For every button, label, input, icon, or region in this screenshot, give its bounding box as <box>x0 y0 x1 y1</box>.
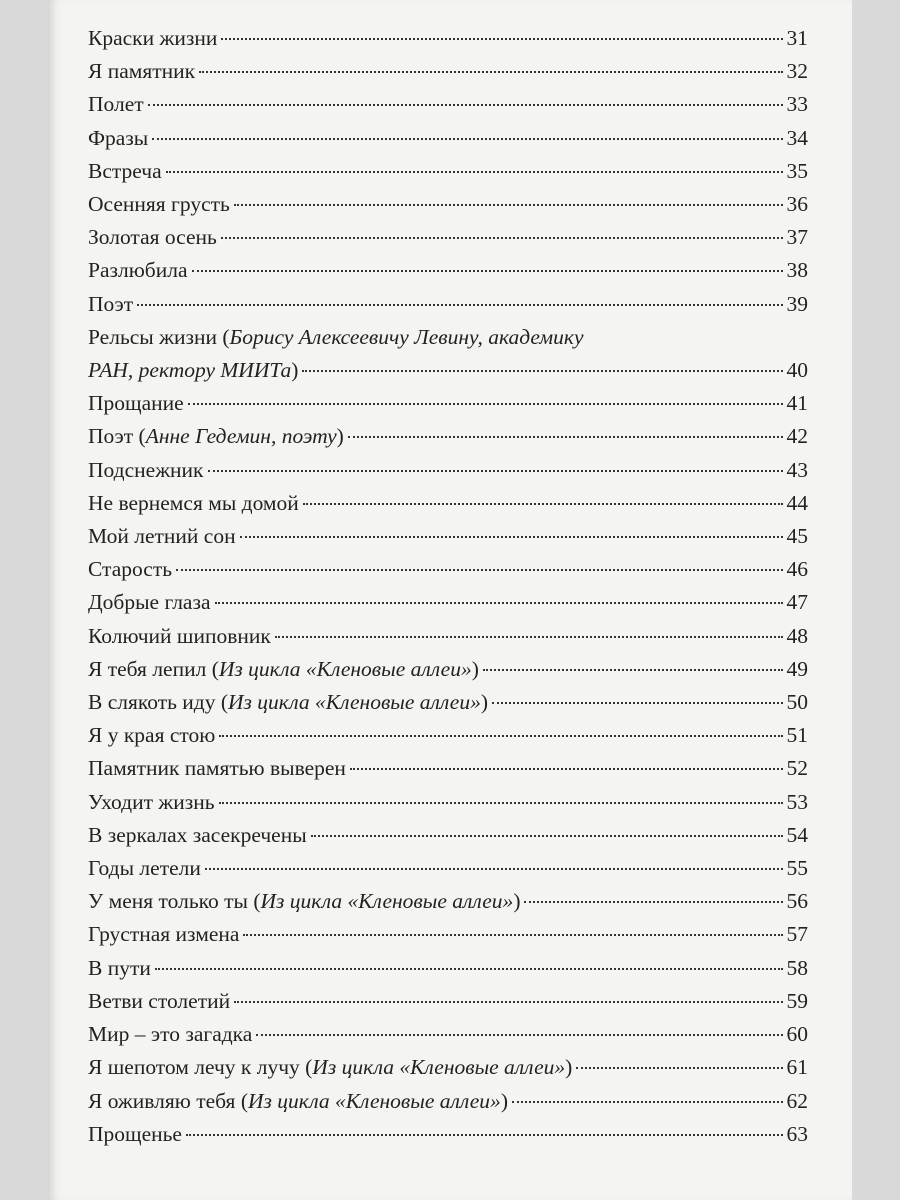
toc-entry-title: Я оживляю тебя ( <box>88 1088 248 1113</box>
toc-entry-title: Добрые глаза <box>88 590 211 615</box>
toc-entry <box>88 454 808 487</box>
toc-entry-note: Из цикла «Кленовые аллеи» <box>228 690 481 715</box>
toc-entry-title: Я у края стою <box>88 723 216 748</box>
toc-entry-first-line <box>88 321 808 354</box>
toc-page-number: 37 <box>786 225 808 250</box>
toc-page-number: 48 <box>786 623 808 648</box>
toc-entry-text <box>88 653 479 686</box>
toc-page-number: 57 <box>786 922 808 947</box>
toc-entry-title: Я тебя лепил ( <box>88 656 219 681</box>
toc-entry <box>88 586 808 619</box>
dot-leader <box>205 868 783 870</box>
toc-entry-title: Встреча <box>88 158 162 183</box>
dot-leader <box>302 370 782 372</box>
toc-entry-text <box>88 918 239 951</box>
toc-page-number: 40 <box>786 358 808 383</box>
toc-entry-title: Золотая осень <box>88 225 217 250</box>
toc-page-number: 54 <box>786 822 808 847</box>
toc-entry-text <box>88 952 151 985</box>
toc-page-number: 61 <box>786 1055 808 1080</box>
dot-leader <box>240 536 783 538</box>
toc-entry <box>88 122 808 155</box>
dot-leader <box>219 735 782 737</box>
toc-entry-title: В слякоть иду ( <box>88 690 229 715</box>
dot-leader <box>186 1134 783 1136</box>
toc-entry <box>88 885 808 918</box>
toc-page-number: 34 <box>786 125 808 150</box>
toc-page-number: 63 <box>786 1121 808 1146</box>
toc-entry <box>88 188 808 221</box>
toc-entry-text <box>88 786 215 819</box>
toc-entry <box>88 88 808 121</box>
toc-page-number: 51 <box>786 723 808 748</box>
toc-page-number: 44 <box>786 490 808 515</box>
toc-entry <box>88 420 808 453</box>
toc-entry-tail: ) <box>471 656 479 681</box>
book-page <box>48 0 852 1200</box>
toc-entry <box>88 918 808 951</box>
dot-leader <box>234 1001 782 1003</box>
toc-entry-title: Уходит жизнь <box>88 789 215 814</box>
toc-entry-text <box>88 852 201 885</box>
toc-entry-text <box>88 520 236 553</box>
dot-leader <box>219 802 783 804</box>
toc-entry <box>88 387 808 420</box>
toc-entry-title: Подснежник <box>88 457 204 482</box>
toc-entry-note-continued: РАН, ректору МИИТа <box>88 358 292 383</box>
toc-page-number: 47 <box>786 590 808 615</box>
dot-leader <box>350 768 783 770</box>
toc-entry-title: Грустная измена <box>88 922 240 947</box>
dot-leader <box>275 636 783 638</box>
dot-leader <box>576 1067 782 1069</box>
toc-entry-text <box>88 487 299 520</box>
dot-leader <box>221 237 783 239</box>
toc-entry-text <box>88 985 230 1018</box>
toc-entry <box>88 1018 808 1051</box>
toc-page-number: 53 <box>786 789 808 814</box>
toc-entry-title: Мой летний сон <box>88 524 236 549</box>
toc-entry-text <box>88 1118 182 1151</box>
toc-page-number: 49 <box>786 656 808 681</box>
toc-entry-text <box>88 188 230 221</box>
toc-entry-text <box>88 719 215 752</box>
toc-page-number: 45 <box>786 524 808 549</box>
toc-entry-text <box>88 620 271 653</box>
toc-entry <box>88 786 808 819</box>
toc-entry-text <box>88 586 211 619</box>
toc-entry-title: Разлюбила <box>88 258 188 283</box>
toc-page-number: 46 <box>786 557 808 582</box>
toc-page-number: 52 <box>786 756 808 781</box>
dot-leader <box>208 470 783 472</box>
toc-entry-text <box>88 22 217 55</box>
toc-page-number: 55 <box>786 856 808 881</box>
toc-entry-title: Не вернемся мы домой <box>88 490 299 515</box>
toc-entry <box>88 155 808 188</box>
table-of-contents <box>88 22 808 1151</box>
toc-page-number: 35 <box>786 158 808 183</box>
toc-entry <box>88 520 808 553</box>
toc-entry <box>88 620 808 653</box>
toc-entry-text <box>88 1018 252 1051</box>
toc-page-number: 31 <box>786 26 808 50</box>
dot-leader <box>188 403 783 405</box>
toc-entry-title: Годы летели <box>88 856 201 881</box>
toc-entry <box>88 819 808 852</box>
toc-entry <box>88 852 808 885</box>
toc-entry <box>88 686 808 719</box>
dot-leader <box>155 968 783 970</box>
dot-leader <box>311 835 783 837</box>
toc-entry-title: Я памятник <box>88 59 196 84</box>
toc-entry-tail: ) <box>565 1055 573 1080</box>
toc-entry-title: Фразы <box>88 125 149 150</box>
toc-entry-tail: ) <box>513 889 521 914</box>
toc-entry <box>88 752 808 785</box>
toc-entry-text <box>88 254 188 287</box>
toc-entry-title: Я шепотом лечу к лучу ( <box>88 1055 313 1080</box>
toc-entry-title: Полет <box>88 92 144 117</box>
toc-page-number: 50 <box>786 690 808 715</box>
dot-leader <box>483 669 783 671</box>
toc-entry-note: Из цикла «Кленовые аллеи» <box>312 1055 566 1080</box>
toc-entry <box>88 487 808 520</box>
toc-entry-tail: ) <box>500 1088 508 1113</box>
toc-entry-note: Борису Алексеевичу Левину, академику <box>229 324 584 349</box>
toc-page-number: 42 <box>786 424 808 449</box>
toc-page-number: 38 <box>786 258 808 283</box>
dot-leader <box>137 304 782 306</box>
toc-entry-text <box>88 686 488 719</box>
dot-leader <box>348 436 783 438</box>
toc-entry-title: У меня только ты ( <box>88 889 261 914</box>
toc-entry-text <box>88 288 133 321</box>
dot-leader <box>492 702 782 704</box>
toc-page-number: 56 <box>786 889 808 914</box>
dot-leader <box>199 71 782 73</box>
dot-leader <box>166 171 783 173</box>
toc-entry-tail: ) <box>291 358 299 383</box>
toc-entry <box>88 221 808 254</box>
toc-entry <box>88 22 808 55</box>
toc-entry-text <box>88 752 346 785</box>
toc-entry-note: Анне Гедемин, поэту <box>145 424 337 449</box>
toc-page-number: 32 <box>786 59 808 84</box>
toc-entry-title: Старость <box>88 557 173 582</box>
toc-entry-title: Рельсы жизни ( <box>88 324 230 349</box>
toc-page-number: 41 <box>786 391 808 416</box>
dot-leader <box>148 104 783 106</box>
toc-page-number: 60 <box>786 1022 808 1047</box>
toc-entry-text <box>88 885 520 918</box>
toc-entry-title: Ветви столетий <box>88 988 231 1013</box>
toc-entry <box>88 288 808 321</box>
toc-entry-title: Краски жизни <box>88 26 218 50</box>
toc-entry <box>88 653 808 686</box>
toc-entry-title: Прощенье <box>88 1121 182 1146</box>
dot-leader <box>524 901 782 903</box>
dot-leader <box>192 270 783 272</box>
toc-entry <box>88 254 808 287</box>
toc-page-number: 59 <box>786 988 808 1013</box>
toc-entry-text <box>88 55 195 88</box>
toc-entry-title: Осенняя грусть <box>88 192 230 217</box>
dot-leader <box>176 569 782 571</box>
toc-entry-text <box>88 88 144 121</box>
toc-page-number: 62 <box>786 1088 808 1113</box>
dot-leader <box>243 934 782 936</box>
toc-entry-text <box>88 454 204 487</box>
toc-entry <box>88 553 808 586</box>
dot-leader <box>221 38 782 40</box>
toc-page-number: 43 <box>786 457 808 482</box>
dot-leader <box>215 602 783 604</box>
toc-entry-continuation <box>88 354 298 387</box>
toc-entry-title: Мир – это загадка <box>88 1022 253 1047</box>
toc-entry-tail: ) <box>336 424 344 449</box>
toc-entry-text <box>88 122 148 155</box>
toc-entry-title: В пути <box>88 955 151 980</box>
toc-entry-title: Колючий шиповник <box>88 623 271 648</box>
toc-entry <box>88 952 808 985</box>
dot-leader <box>256 1034 782 1036</box>
toc-entry <box>88 719 808 752</box>
toc-entry-text <box>88 1085 508 1118</box>
toc-entry-text <box>88 420 344 453</box>
toc-entry-title: Поэт <box>88 291 134 316</box>
toc-entry <box>88 1051 808 1084</box>
dot-leader <box>303 503 783 505</box>
dot-leader <box>512 1101 783 1103</box>
toc-entry <box>88 1085 808 1118</box>
toc-entry <box>88 55 808 88</box>
toc-entry-text <box>88 1051 572 1084</box>
toc-entry-text <box>88 553 172 586</box>
toc-page-number: 33 <box>786 92 808 117</box>
toc-entry-text <box>88 819 307 852</box>
toc-page-number: 39 <box>786 291 808 316</box>
dot-leader <box>234 204 783 206</box>
toc-entry-note: Из цикла «Кленовые аллеи» <box>218 656 472 681</box>
toc-entry-tail: ) <box>480 690 489 715</box>
toc-entry <box>88 321 808 387</box>
toc-page-number: 36 <box>786 192 808 217</box>
toc-entry-text <box>88 155 162 188</box>
toc-entry-title: В зеркалах засекречены <box>88 822 307 847</box>
toc-entry-text <box>88 221 217 254</box>
toc-entry-text <box>88 387 184 420</box>
toc-entry-title: Поэт ( <box>88 424 146 449</box>
toc-entry <box>88 1118 808 1151</box>
toc-entry-title: Прощание <box>88 391 184 416</box>
toc-entry <box>88 985 808 1018</box>
dot-leader <box>152 138 782 140</box>
toc-entry-note: Из цикла «Кленовые аллеи» <box>260 889 514 914</box>
toc-entry-title: Памятник памятью выверен <box>88 756 346 781</box>
toc-entry-note: Из цикла «Кленовые аллеи» <box>247 1088 501 1113</box>
toc-page-number: 58 <box>786 955 808 980</box>
